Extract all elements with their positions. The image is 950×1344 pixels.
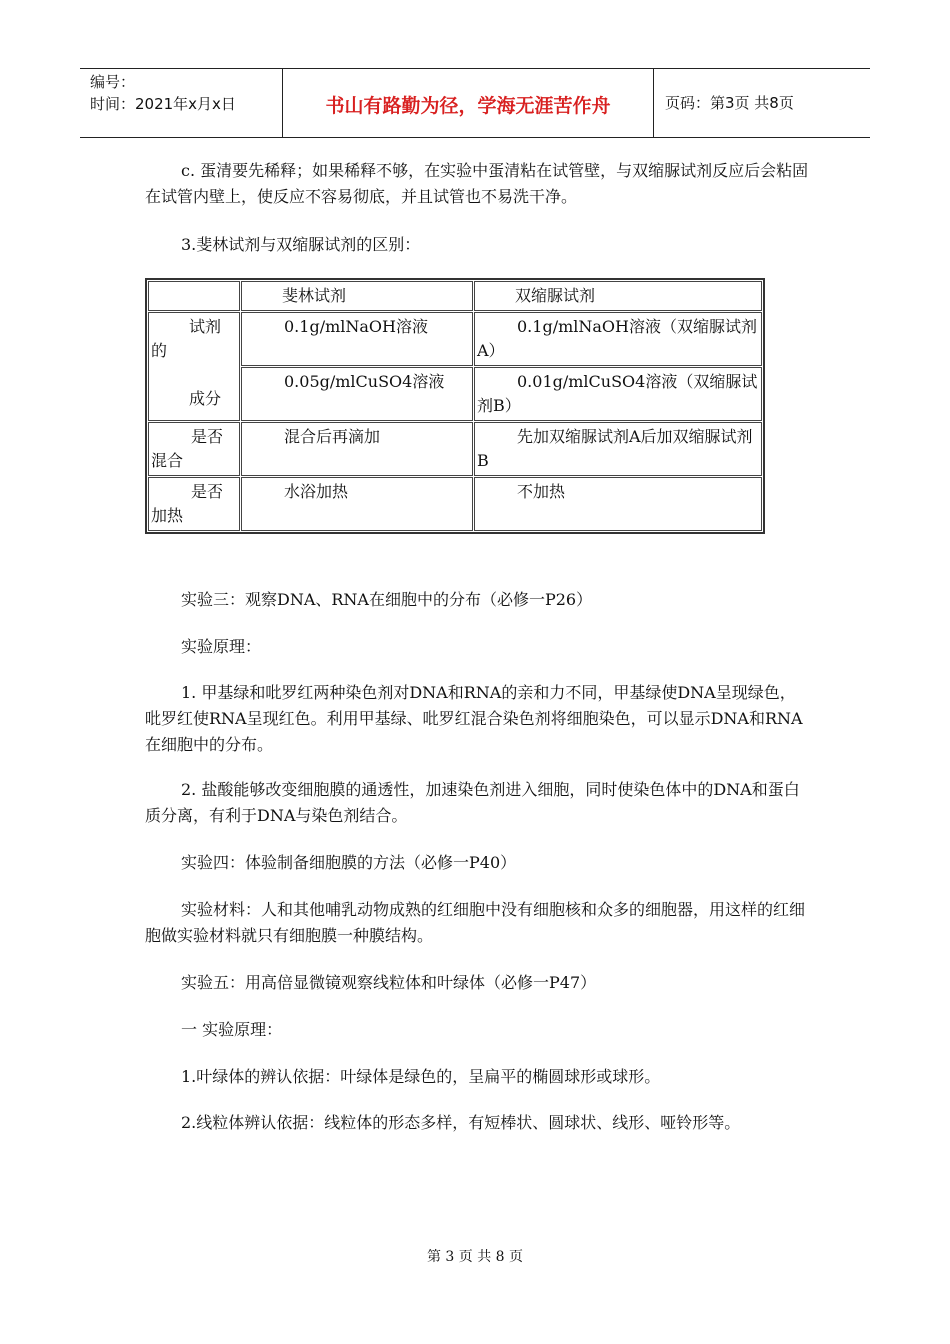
table-cell: 水浴加热 xyxy=(241,477,473,531)
row-label-part: 成分 xyxy=(189,389,222,408)
experiment-5-title: 实验五：用高倍显微镜观察线粒体和叶绿体（必修一P47） xyxy=(181,973,597,992)
table-cell: 0.05g/mlCuSO4溶液 xyxy=(241,367,473,421)
page-header xyxy=(80,68,870,138)
paragraph-reagent-comparison-heading: 3.斐林试剂与双缩脲试剂的区别： xyxy=(181,235,421,254)
experiment-3-principle-2: 2. 盐酸能够改变细胞膜的通透性，加速染色剂进入细胞，同时使染色体中的DNA和蛋白质分离，有利于DNA与染色剂结合。 xyxy=(145,780,800,825)
table-row xyxy=(148,477,762,531)
table-row-label-mixing: 是否混合 xyxy=(148,422,240,476)
table-cell: 0.1g/mlNaOH溶液 xyxy=(241,312,473,366)
table-row xyxy=(148,312,762,366)
document-number-label: 编号： xyxy=(90,73,136,91)
row-label-part: 的 xyxy=(151,341,168,360)
table-cell: 0.01g/mlCuSO4溶液（双缩脲试剂B） xyxy=(474,367,762,421)
experiment-5-principle-heading: 一 实验原理： xyxy=(181,1020,283,1039)
row-label-part: 试剂 xyxy=(189,317,222,336)
header-divider xyxy=(653,69,654,137)
table-header-biuret: 双缩脲试剂 xyxy=(474,281,762,311)
page-footer: 第 3 页 共 8 页 xyxy=(426,1249,524,1265)
experiment-5-principle-1: 1.叶绿体的辨认依据：叶绿体是绿色的，呈扁平的椭圆球形或球形。 xyxy=(181,1067,661,1086)
table-cell: 0.1g/mlNaOH溶液（双缩脲试剂A） xyxy=(474,312,762,366)
table-cell: 混合后再滴加 xyxy=(241,422,473,476)
paragraph-egg-white-dilution: c. 蛋清要先稀释；如果稀释不够，在实验中蛋清粘在试管壁，与双缩脲试剂反应后会粘固在试管内壁上，使反应不容易彻底，并且试管也不易洗干净。 xyxy=(145,161,809,206)
table-row xyxy=(148,422,762,476)
table-row-label-heating: 是否加热 xyxy=(148,477,240,531)
table-cell: 不加热 xyxy=(474,477,762,531)
experiment-4-material: 实验材料：人和其他哺乳动物成熟的红细胞中没有细胞核和众多的细胞器，用这样的红细胞做实验材料就只有细胞膜一种膜结构。 xyxy=(145,900,806,945)
experiment-5-principle-2: 2.线粒体辨认依据：线粒体的形态多样，有短棒状、圆球状、线形、哑铃形等。 xyxy=(181,1113,741,1132)
table-row xyxy=(148,367,762,421)
experiment-3-principle-heading: 实验原理： xyxy=(181,637,262,656)
header-motto: 书山有路勤为径，学海无涯苦作舟 xyxy=(325,95,611,117)
table-row xyxy=(148,281,762,311)
header-page-number: 页码：第3页 共8页 xyxy=(665,94,794,112)
table-row-label-composition xyxy=(148,312,240,421)
experiment-3-principle-1: 1. 甲基绿和吡罗红两种染色剂对DNA和RNA的亲和力不同，甲基绿使DNA呈现绿色，吡罗红使RNA呈现红色。利用甲基绿、吡罗红混合染色剂将细胞染色，可以显示DNA和RNA在细胞中的分布。 xyxy=(145,683,803,754)
document-date: 时间：2021年x月x日 xyxy=(90,95,236,113)
experiment-4-title: 实验四：体验制备细胞膜的方法（必修一P40） xyxy=(181,853,517,872)
experiment-3-title: 实验三：观察DNA、RNA在细胞中的分布（必修一P26） xyxy=(181,590,593,609)
reagent-comparison-table xyxy=(145,278,765,534)
table-header-fehling: 斐林试剂 xyxy=(241,281,473,311)
table-cell: 先加双缩脲试剂A后加双缩脲试剂B xyxy=(474,422,762,476)
header-meta xyxy=(90,71,280,115)
table-cell-empty xyxy=(148,281,240,311)
